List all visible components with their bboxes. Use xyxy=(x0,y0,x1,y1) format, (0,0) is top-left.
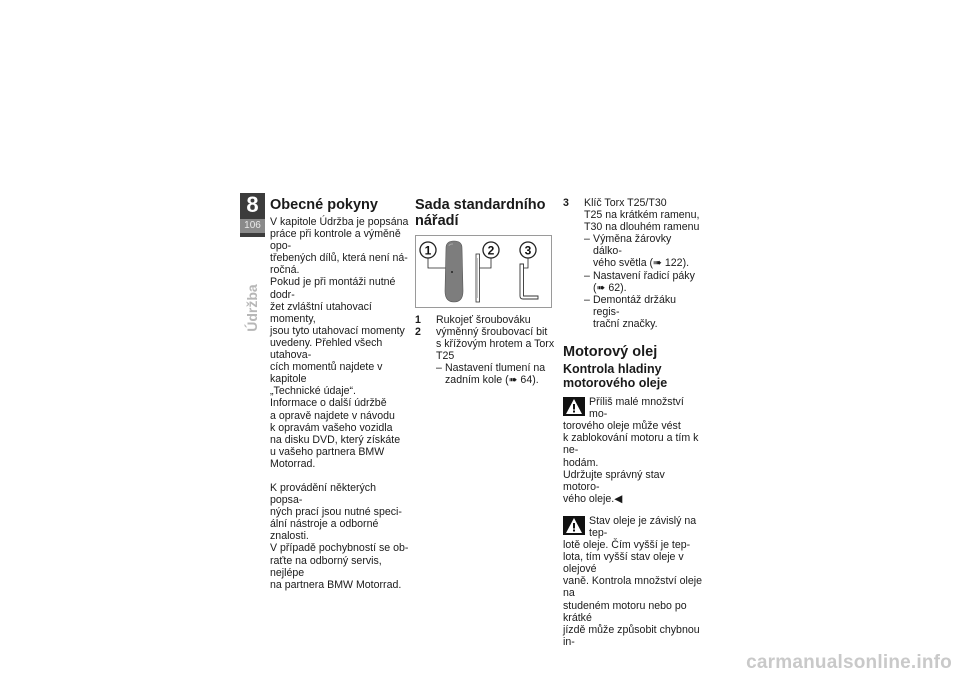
text-line: Nastavení tlumení na xyxy=(445,362,546,375)
text-line: ročná. xyxy=(270,264,300,277)
text-line: vého světla xyxy=(593,257,647,270)
text-line: T30 na dlouhém ramenu xyxy=(584,221,700,234)
text-line: výměnný šroubovací bit xyxy=(436,326,548,339)
text-line: jízdě může způsobit chybnou in- xyxy=(563,623,700,648)
text-line: torového oleje může vést xyxy=(563,420,681,433)
text-line: Stav oleje je závislý na tep- xyxy=(589,514,697,539)
heading-line: Kontrola hladiny xyxy=(563,362,662,377)
legend-item-3 xyxy=(563,197,703,233)
text-line: K provádění některých popsa- xyxy=(270,481,376,507)
warning-oil-temperature xyxy=(563,515,703,648)
chapter-number: 8 xyxy=(246,192,259,217)
dash-mark: – xyxy=(584,233,590,246)
text-line: Motorrad. xyxy=(270,457,316,470)
warning-low-oil xyxy=(563,396,703,505)
page-reference-link[interactable]: (➠ 64). xyxy=(505,374,539,387)
dash-mark: – xyxy=(584,269,590,282)
text-line: lota, tím vyšší stav oleje v olejové xyxy=(563,551,684,576)
dash-mark: – xyxy=(436,362,442,375)
text-line: u vašeho partnera BMW xyxy=(270,445,385,458)
text-line: Klíč Torx T25/T30 xyxy=(584,197,667,209)
text-line: lotě oleje. Čím vyšší je tep- xyxy=(563,539,691,552)
text-line: vaně. Kontrola množství oleje na xyxy=(563,575,702,600)
text-line: k opravám vašeho vozidla xyxy=(270,421,393,434)
legend-number: 1 xyxy=(415,314,421,326)
legend-text: Rukojeť šroubováku xyxy=(436,314,531,326)
text-line: ných prací jsou nutné speci- xyxy=(270,506,402,519)
screwdriver-handle-shape xyxy=(445,241,463,302)
text-line: Informace o další údržbě xyxy=(270,397,387,410)
text-line: cích momentů najdete v kapitole xyxy=(270,361,383,386)
chapter-title-vertical xyxy=(243,278,259,340)
handle-dot xyxy=(451,271,453,273)
usage-plate-holder xyxy=(584,294,703,330)
text-line: T25 xyxy=(436,350,455,363)
heading-line: Sada standardního xyxy=(415,197,546,213)
legend-item-1 xyxy=(415,314,555,326)
text-line: s křížovým hrotem a Torx xyxy=(436,338,555,351)
callout-label-1: 1 xyxy=(424,243,432,258)
page-reference-link[interactable]: (➠ 122). xyxy=(649,257,690,270)
torx-key-shape xyxy=(520,264,538,299)
warning-icon xyxy=(563,516,585,535)
text-line: práce při kontrole a výměně opo- xyxy=(270,228,401,253)
warning-icon xyxy=(563,397,585,416)
text-line: na partnera BMW Motorrad. xyxy=(270,578,402,591)
text-line-with-ref xyxy=(593,257,703,269)
text-line: k zablokování motoru a tím k ne- xyxy=(563,432,699,457)
page-number: 106 xyxy=(240,219,265,233)
text-line: žet zvláštní utahovací momenty, xyxy=(270,300,372,325)
general-notes-paragraph-2 xyxy=(270,482,410,591)
text-line: Pokud je při montáži nutné dodr- xyxy=(270,276,396,301)
chapter-title: Údržba xyxy=(244,284,260,332)
text-line-with-end xyxy=(563,493,703,505)
text-line: a opravě najdete v návodu xyxy=(270,409,395,422)
text-line: „Technické údaje“. xyxy=(270,385,356,398)
text-line: vého oleje. xyxy=(563,492,615,505)
page-reference-link[interactable]: (➠ 62). xyxy=(593,281,627,294)
text-line: trační značky. xyxy=(593,317,658,330)
column-toolkit xyxy=(415,197,555,387)
usage-gear-lever xyxy=(584,270,703,294)
text-line: studeném motoru nebo po krátké xyxy=(563,599,687,624)
oil-level-check-heading xyxy=(563,363,703,390)
text-line: uvedeny. Přehled všech utahova- xyxy=(270,336,383,362)
legend-item-2 xyxy=(415,326,555,362)
column-oil xyxy=(563,197,703,648)
text-line: Výměna žárovky dálko- xyxy=(593,233,672,258)
text-line: V kapitole Údržba je popsána xyxy=(270,216,409,228)
text-line: jsou tyto utahovací momenty xyxy=(270,324,405,337)
legend-number: 2 xyxy=(415,326,421,339)
heading-line: nářadí xyxy=(415,213,459,229)
text-line: Příliš malé množství mo- xyxy=(589,396,684,421)
end-of-warning-icon: ◀ xyxy=(614,492,623,505)
text-line: na disku DVD, který získáte xyxy=(270,433,401,446)
callout-line-1 xyxy=(428,258,448,268)
legend-item-2-usage xyxy=(415,362,555,386)
engine-oil-heading: Motorový olej xyxy=(563,344,658,361)
general-notes-paragraph-1 xyxy=(270,216,410,470)
general-notes-heading: Obecné pokyny xyxy=(270,197,378,213)
text-line: hodám. xyxy=(563,456,599,469)
text-line: Nastavení řadicí páky xyxy=(593,269,695,282)
dash-mark: – xyxy=(584,293,590,306)
text-line: raťte na odborný servis, nejlépe xyxy=(270,554,382,579)
text-line: V případě pochybností se ob- xyxy=(270,542,409,555)
text-line: Udržujte správný stav motoro- xyxy=(563,468,665,493)
watermark: carmanualsonline.info xyxy=(746,652,952,673)
column-general-notes xyxy=(270,197,410,591)
text-line: zadním kole xyxy=(445,374,503,387)
toolkit-illustration xyxy=(416,236,553,309)
usage-high-beam xyxy=(584,233,703,269)
toolkit-heading xyxy=(415,197,555,229)
callout-line-2 xyxy=(479,258,491,268)
toolkit-figure xyxy=(415,235,552,308)
chapter-marker xyxy=(240,193,265,237)
callout-label-2: 2 xyxy=(487,243,495,258)
text-line-with-ref xyxy=(445,374,555,386)
text-line: Demontáž držáku regis- xyxy=(593,293,677,318)
heading-line: motorového oleje xyxy=(563,375,668,390)
legend-item-3-usage xyxy=(563,233,703,330)
legend-number: 3 xyxy=(563,197,569,209)
text-line: ální nástroje a odborné znalosti. xyxy=(270,518,379,543)
callout-label-3: 3 xyxy=(524,243,532,258)
text-line: třebených dílů, která není ná- xyxy=(270,252,408,265)
text-line: T25 na krátkém ramenu, xyxy=(584,209,700,222)
